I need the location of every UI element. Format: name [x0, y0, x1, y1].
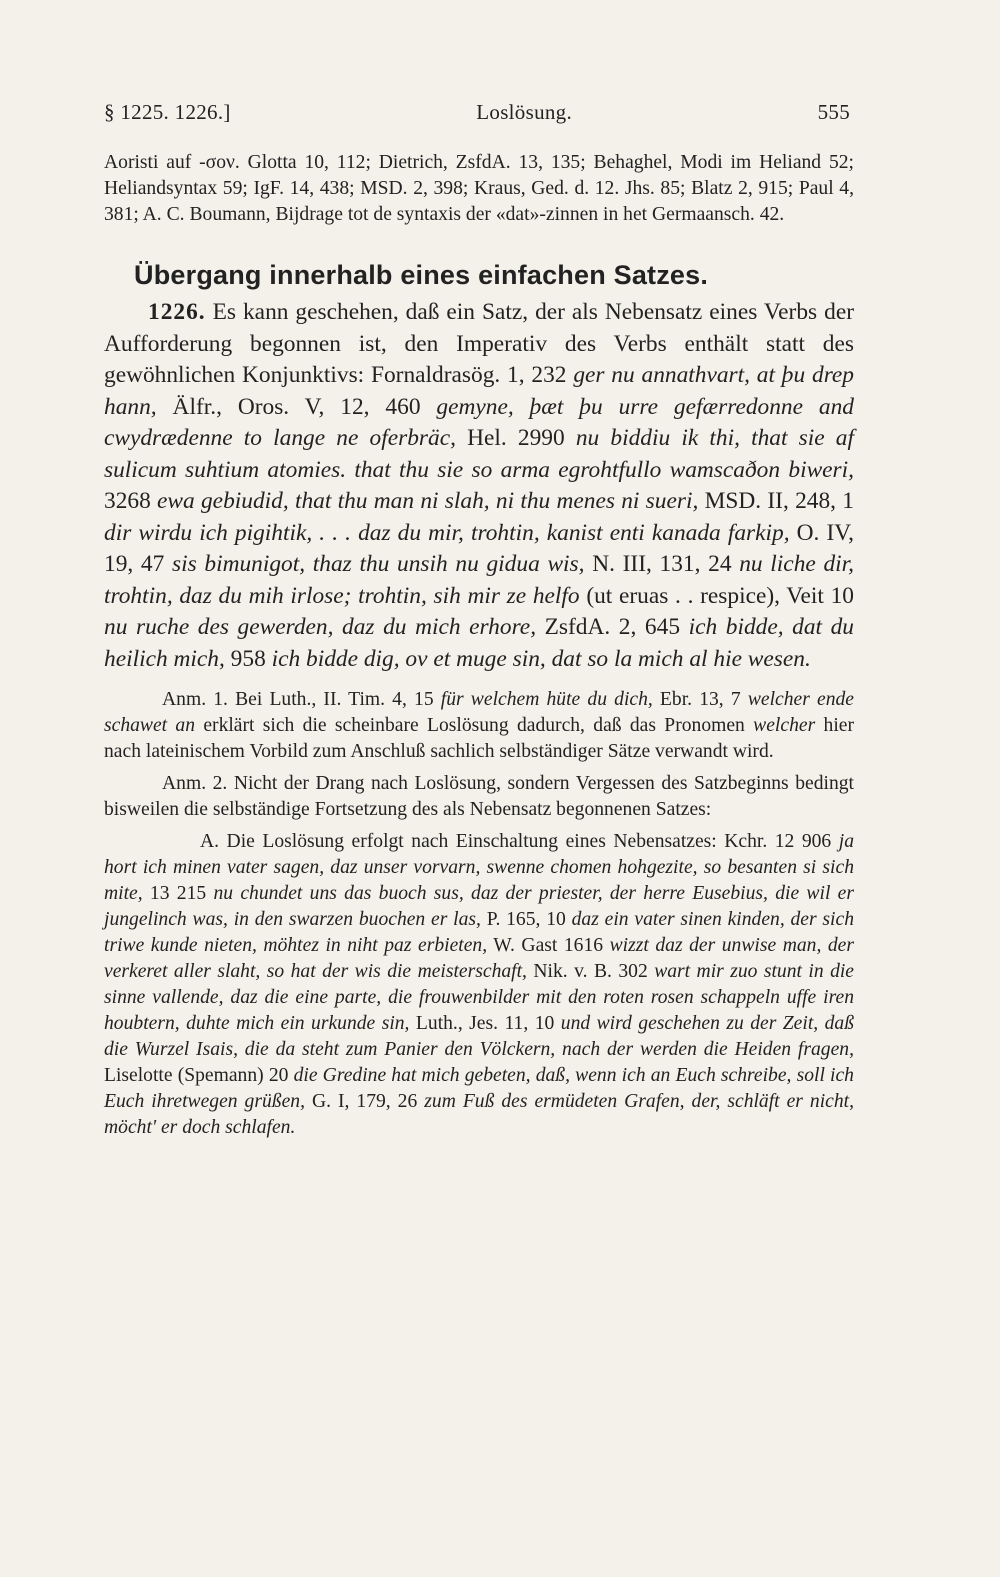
- note-anm-2: Anm. 2. Nicht der Drang nach Loslösung, sondern Vergessen des Satzbeginns bedingt bisweilen die selbständige Fortsetzung des als Nebensatz begonnenen Satzes:: [104, 773, 854, 820]
- paragraph-1226: 1226. Es kann geschehen, daß ein Satz, der als Nebensatz eines Verbs der Aufforderung begonnen ist, den Imperativ des Verbs enthält statt des gewöhnlichen Konjunktivs: Fornaldrasög. 1, 232 ger nu annathvart, at þu drep hann, Älfr., Oros. V, 12, 460 gemyne, þæt þu urre gefærredonne and cwydrædenne to lange ne oferbräc, Hel. 2990 nu biddiu ik thi, that sie af sulicum suhtium atomies. that thu sie so arma egrohtfullo wamscaðon biweri, 3268 ewa gebiudid, that thu man ni slah, ni thu menes ni sueri, MSD. II, 248, 1 dir wirdu ich pigihtik, . . . daz du mir, trohtin, kanist enti kanada farkip, O. IV, 19, 47 sis bimunigot, thaz thu unsih nu gidua wis, N. III, 131, 24 nu liche dir, trohtin, daz du mih irlose; trohtin, sih mir ze helfo (ut eruas . . respice), Veit 10 nu ruche des gewerden, daz du mich erhore, ZsfdA. 2, 645 ich bidde, dat du heilich mich, 958 ich bidde dig, ov et muge sin, dat so la mich al hie wesen.: [104, 299, 855, 672]
- header-title: Loslösung.: [476, 100, 573, 124]
- running-header: [104, 100, 850, 125]
- intro-references: Aoristi auf -σον. Glotta 10, 112; Dietrich, ZsfdA. 13, 135; Behaghel, Modi im Heliand 52; Heliandsyntax 59; IgF. 14, 438; MSD. 2, 398; Kraus, Ged. d. 12. Jhs. 85; Blatz 2, 915; Paul 4, 381; A. C. Boumann, Bijdrage tot de syntaxis der «dat»-zinnen in het Germaansch. 42.: [104, 152, 854, 225]
- paragraph-number: 1226.: [148, 299, 206, 325]
- note-part-a: A. Die Loslösung erfolgt nach Einschaltung eines Nebensatzes: Kchr. 12 906 ja hort ich minen vater sagen, daz unser vorvarn, swenne chomen hohgezite, so besanten si sich mite, 13 215 nu chundet uns das buoch sus, daz der priester, der herre Eusebius, die wil er jungelinch was, in den swarzen buochen er las, P. 165, 10 daz ein vater sinen kinden, der sich triwe kunde nieten, möhtez in niht paz erbieten, W. Gast 1616 wizzt daz der unwise man, der verkeret aller slaht, so hat der wis die meisterschaft, Nik. v. B. 302 wart mir zuo stunt in die sinne vallende, daz die eine parte, die frouwenbilder mit den roten rosen schappeln uffe iren houbtern, duhte mich ein urkunde sin, Luth., Jes. 11, 10 und wird geschehen zu der Zeit, daß die Wurzel Isais, die da steht zum Panier den Völckern, nach der werden die Heiden fragen, Liselotte (Spemann) 20 die Gredine hat mich gebeten, daß, wenn ich an Euch schreibe, soll ich Euch ihretwegen grüßen, G. I, 179, 26 zum Fuß des ermüdeten Grafen, der, schläft er nicht, möcht' er doch schlafen.: [104, 831, 855, 1138]
- page-number: 555: [817, 100, 850, 124]
- header-section-ref: § 1225. 1226.]: [104, 100, 231, 124]
- page-body: [104, 150, 854, 1141]
- section-heading: Übergang innerhalb eines einfachen Satzes.: [134, 260, 709, 290]
- note-anm-1: Anm. 1. Bei Luth., II. Tim. 4, 15 für welchem hüte du dich, Ebr. 13, 7 welcher ende schawet an erklärt sich die scheinbare Loslösung dadurch, daß das Pronomen welcher hier nach lateinischem Vorbild zum Anschluß sachlich selbständiger Sätze verwandt wird.: [104, 689, 854, 762]
